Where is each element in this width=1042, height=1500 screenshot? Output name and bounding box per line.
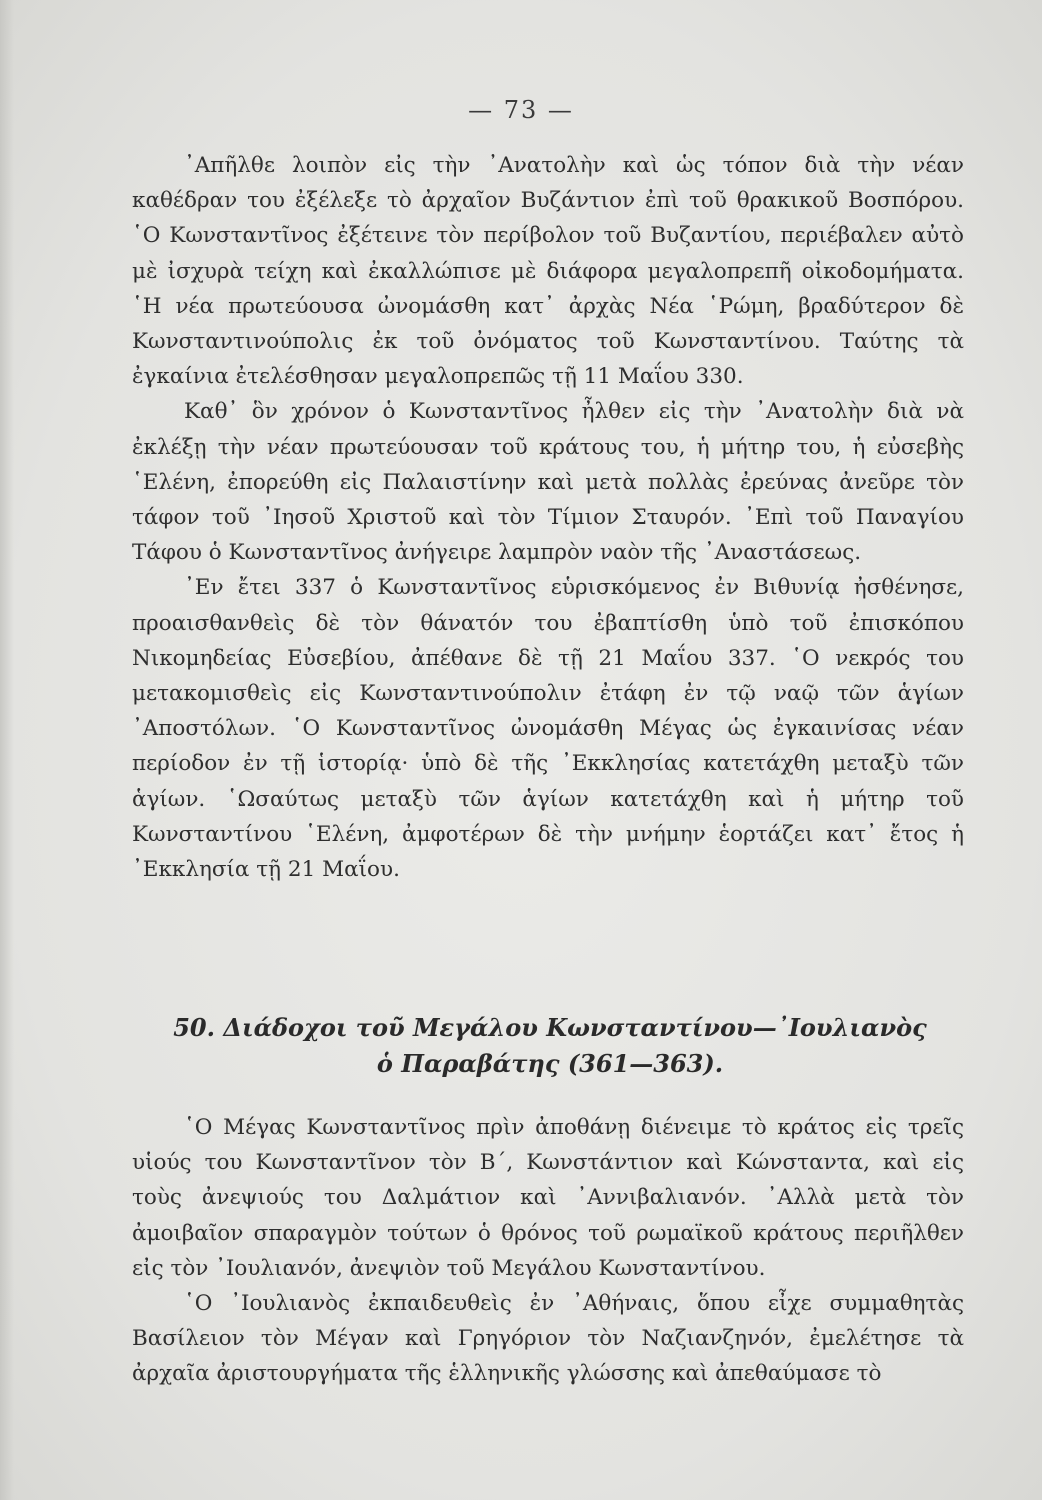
- page-number: — 73 —: [468, 96, 574, 124]
- body-text-bottom: [132, 1110, 964, 1392]
- paragraph: ᾿Εν ἔτει 337 ὁ Κωνσταντῖνος εὑρισκόμενος ἐν Βιθυνίᾳ ἠσθένησε, προαισθανθεὶς δὲ τὸν θάνατόν του ἐβαπτίσθη ὑπὸ τοῦ ἐπισκόπου Νικομηδείας Εὐσεβίου, ἀπέθανε δὲ τῇ 21 Μαΐου 337. ῾Ο νεκρός του μετακομισθεὶς εἰς Κωνσταντινούπολιν ἐτάφη ἐν τῷ ναῷ τῶν ἁγίων ᾿Αποστόλων. ῾Ο Κωνσταντῖνος ὠνομάσθη Μέγας ὡς ἐγκαινίσας νέαν περίοδον ἐν τῇ ἱστορίᾳ· ὑπὸ δὲ τῆς ᾿Εκκλησίας κατετάχθη μεταξὺ τῶν ἁγίων. ῾Ωσαύτως μεταξὺ τῶν ἁγίων κατετάχθη καὶ ἡ μήτηρ τοῦ Κωνσταντίνου ῾Ελένη, ἀμφοτέρων δὲ τὴν μνήμην ἑορτάζει κατ᾿ ἔτος ἡ ᾿Εκκλησία τῇ 21 Μαΐου.: [132, 575, 964, 883]
- paragraph: ῾Ο ᾿Ιουλιανὸς ἐκπαιδευθεὶς ἐν ᾿Αθήναις, ὅπου εἶχε συμμαθητὰς Βασίλειον τὸν Μέγαν καὶ Γρηγόριον τὸν Ναζιανζηνόν, ἐμελέτησε τὰ ἀρχαῖα ἀριστουργήματα τῆς ἑλληνικῆς γλώσσης καὶ ἀπεθαύμασε τὸ: [132, 1291, 964, 1387]
- binding-shadow: [0, 0, 14, 1500]
- body-text-top: [132, 148, 964, 887]
- paragraph: ῾Ο Μέγας Κωνσταντῖνος πρὶν ἀποθάνῃ διένειμε τὸ κράτος εἰς τρεῖς υἱούς του Κωνσταντῖνον τὸν Β΄, Κωνστάντιον καὶ Κώνσταντα, καὶ εἰς τοὺς ἀνεψιούς του Δαλμάτιον καὶ ᾿Αννιβαλιανόν. ᾿Αλλὰ μετὰ τὸν ἀμοιβαῖον σπαραγμὸν τούτων ὁ θρόνος τοῦ ρωμαϊκοῦ κράτους περιῆλθεν εἰς τὸν ᾿Ιουλιανόν, ἀνεψιὸν τοῦ Μεγάλου Κωνσταντίνου.: [132, 1115, 964, 1281]
- section-heading: [150, 1010, 950, 1082]
- paragraph: Καθ᾿ ὃν χρόνον ὁ Κωνσταντῖνος ἦλθεν εἰς τὴν ᾿Ανατολὴν διὰ νὰ ἐκλέξῃ τὴν νέαν πρωτεύουσαν τοῦ κράτους του, ἡ μήτηρ του, ἡ εὐσεβὴς ῾Ελένη, ἐπορεύθη εἰς Παλαιστίνην καὶ μετὰ πολλὰς ἐρεύνας ἀνεῦρε τὸν τάφον τοῦ ᾿Ιησοῦ Χριστοῦ καὶ τὸν Τίμιον Σταυρόν. ᾿Επὶ τοῦ Παναγίου Τάφου ὁ Κωνσταντῖνος ἀνήγειρε λαμπρὸν ναὸν τῆς ᾿Αναστάσεως.: [132, 399, 964, 566]
- paragraph: ᾿Απῆλθε λοιπὸν εἰς τὴν ᾿Ανατολὴν καὶ ὡς τόπον διὰ τὴν νέαν καθέδραν του ἐξέλεξε τὸ ἀρχαῖον Βυζάντιον ἐπὶ τοῦ θρακικοῦ Βοσπόρου. ῾Ο Κωνσταντῖνος ἐξέτεινε τὸν περίβολον τοῦ Βυζαντίου, περιέβαλεν αὐτὸ μὲ ἰσχυρὰ τείχη καὶ ἐκαλλώπισε μὲ διάφορα μεγαλοπρεπῆ οἰκοδομήματα. ῾Η νέα πρωτεύουσα ὠνομάσθη κατ᾿ ἀρχὰς Νέα ῾Ρώμη, βραδύτερον δὲ Κωνσταντινούπολις ἐκ τοῦ ὀνόματος τοῦ Κωνσταντίνου. Ταύτης τὰ ἐγκαίνια ἐτελέσθησαν μεγαλοπρεπῶς τῇ 11 Μαΐου 330.: [132, 153, 964, 390]
- section-heading-line-2: ὁ Παραβάτης (361—363).: [376, 1049, 724, 1078]
- section-heading-line-1: 50. Διάδοχοι τοῦ Μεγάλου Κωνσταντίνου—᾿Ιουλιανὸς: [173, 1013, 927, 1042]
